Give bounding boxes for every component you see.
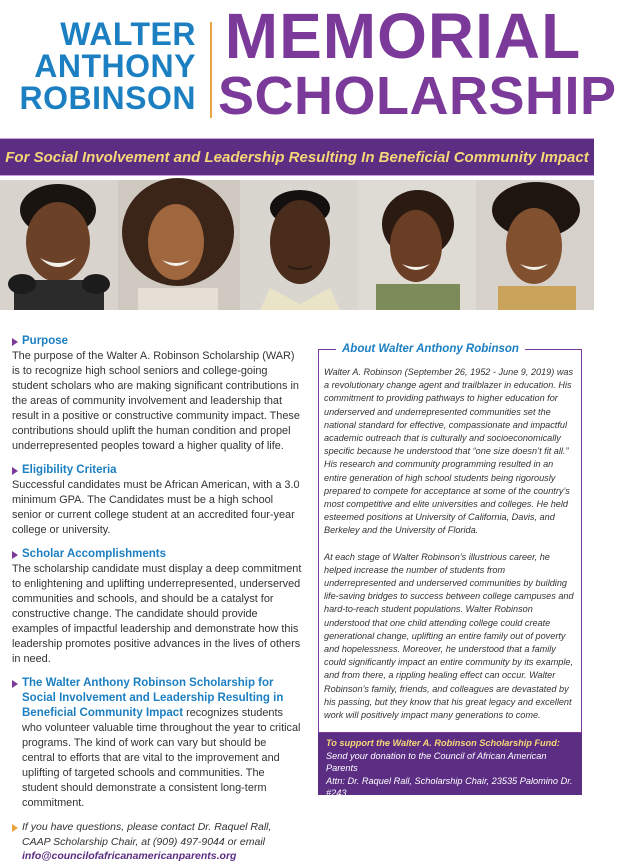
support-heading: To support the Walter A. Robinson Scholarship Fund: (326, 738, 560, 748)
support-line-3: Diamond Bar, CA 91765 • Tax ID # 95 4453930 (326, 800, 519, 811)
scholarship-details (12, 334, 302, 864)
name-line-1: WALTER (60, 16, 196, 52)
bullet-triangle-icon (12, 680, 18, 688)
accomplishments-text: The scholarship candidate must display a deep commitment to enlightening and uplifting underrepresented, underserved communities and schools, and should be a catalyst for constructive change. The candidate should provide examples of impactful leadership and demonstrate how this leadership promotes positive advances in the lives of others in need. (12, 563, 302, 665)
honoree-name (10, 18, 196, 114)
purpose-heading: Purpose (22, 335, 69, 347)
purpose-text: The purpose of the Walter A. Robinson Scholarship (WAR) is to recognize high school seniors and college-going student scholars who are making significant contributions in the areas of community involvement and leadership that result in a positive or constructive community impact. These contributions should uplift the human condition and propel underrepresented peoples toward a higher quality of life. (12, 350, 300, 452)
about-text (324, 366, 578, 735)
contact-text: If you have questions, please contact Dr. Raquel Rall, CAAP Scholarship Chair, at (909) 497-9044 or email (22, 821, 272, 848)
header-divider (210, 22, 212, 118)
name-line-3: ROBINSON (19, 80, 196, 116)
about-paragraph-2: At each stage of Walter Robinson’s illustrious career, he helped increase the number of students from underrepresented and underserved communities by building life-saving bridges to success between college campuses and hard-to-reach student populations. Walter Robinson understood that one child attending college could create generational change, uplifting an entire family out of poverty and hopelessness. Moreover, he understood that a family could significantly impact an entire community by its example, and from there, a rippling healing effect can occur. Walter Robinson’s family, friends, and colleagues are devastated by his passing, but they know that his great legacy and excellent work will positively impact many generations to come. (324, 551, 574, 721)
bullet-triangle-icon (12, 467, 18, 475)
contact-email-link[interactable]: info@councilofafricanamericanparents.org (22, 850, 237, 862)
student-photo-5 (476, 180, 594, 310)
eligibility-heading: Eligibility Criteria (22, 464, 117, 476)
accomplishments-section (12, 547, 302, 667)
student-photo-1 (0, 180, 118, 310)
student-photo-4 (358, 180, 476, 310)
student-photo-3 (240, 180, 358, 310)
title-scholarship: SCHOLARSHIP (218, 66, 617, 126)
scholarship-text: recognizes students who volunteer valuable time throughout the year to critical programs. The kind of work can vary but should be central to efforts that are vital to the improvement and uplifting of targeted schools and communities. The student should demonstrate a consistent long-term commitment. (22, 707, 301, 809)
title-memorial: MEMORIAL (224, 0, 582, 72)
purpose-section (12, 334, 302, 454)
accomplishments-heading: Scholar Accomplishments (22, 548, 167, 560)
contact-info (12, 820, 302, 864)
about-paragraph-1: Walter A. Robinson (September 26, 1952 - June 9, 2019) was a revolutionary change agent and trailblazer in education. His commitment to providing pathways to higher education for underserved and underrepresented communities set the national standard for effective, compassionate and impactful academic outreach that is culturally and socioeconomically specific because he understood that “one size doesn’t fit all.” His research and community programming resulted in an entire generation of high school students being rigorously prepared to compete for acceptance at some of the country’s most competitive and elite universities and colleges. He held esteemed positions at University of California, Davis, and Berkeley and the University of Florida. (324, 367, 574, 536)
header (0, 0, 617, 132)
student-photo-strip (0, 180, 594, 310)
about-heading: About Walter Anthony Robinson (336, 341, 525, 357)
bullet-triangle-icon (12, 338, 18, 346)
support-box (318, 733, 582, 811)
scholarship-section (12, 676, 302, 811)
support-line-2: Attn: Dr. Raquel Rall, Scholarship Chair, 23535 Palomino Dr. #243, (326, 775, 573, 799)
name-line-2: ANTHONY (34, 48, 196, 84)
eligibility-section (12, 463, 302, 538)
student-photo-2 (118, 180, 240, 310)
bullet-triangle-icon (12, 551, 18, 559)
eligibility-text: Successful candidates must be African American, with a 3.0 minimum GPA. The Candidates must be a high school senior or current college student at an accredited four-year college or university. (12, 479, 300, 536)
bullet-triangle-icon (12, 824, 18, 832)
support-line-1: Send your donation to the Council of African American Parents (326, 750, 547, 774)
scholarship-heading: The Walter Anthony Robinson Scholarship for Social Involvement and Leadership Resulting in Beneficial Community Impact (22, 677, 284, 719)
tagline-banner: For Social Involvement and Leadership Resulting In Beneficial Community Impact (0, 138, 594, 176)
